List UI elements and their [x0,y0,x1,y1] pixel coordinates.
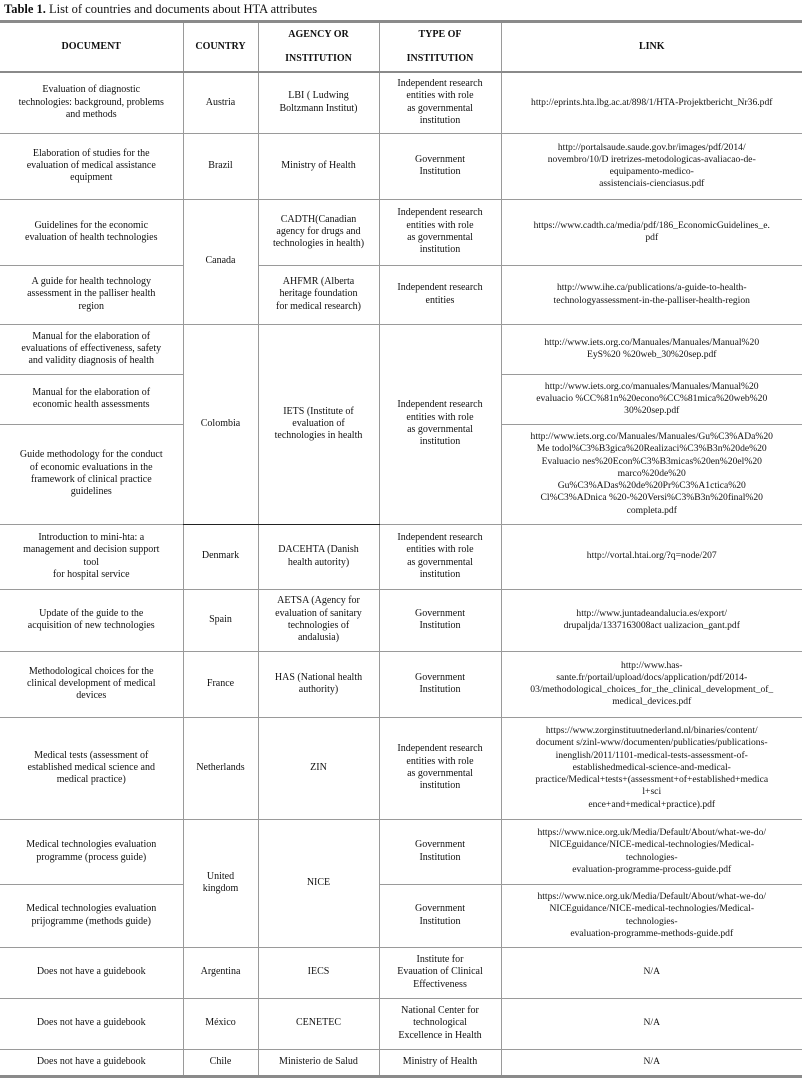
document-cell: Elaboration of studies for the evaluation of medical assistance equipment [0,133,183,199]
document-link: N/A [501,1049,802,1076]
country-cell: Austria [183,72,258,133]
agency-cell: AETSA (Agency for evaluation of sanitary technologies of andalusia) [258,589,379,651]
document-cell: Guide methodology for the conduct of economic evaluations in the framework of clinical practice guidelines [0,424,183,524]
header-agency: AGENCY OR INSTITUTION [258,22,379,73]
country-cell: México [183,998,258,1049]
type-cell: National Center for technological Excellence in Health [379,998,501,1049]
table-header-row [0,22,802,73]
type-cell: Independent research entities with role as governmental institution [379,72,501,133]
country-cell: Brazil [183,133,258,199]
agency-cell: HAS (National health authority) [258,651,379,717]
type-cell: Government Institution [379,884,501,947]
header-type: TYPE OF INSTITUTION [379,22,501,73]
table-row [0,324,802,374]
document-link[interactable]: http://www.iets.org.co/manuales/Manuales/Manual%20 evaluacio %CC%81n%20econo%CC%81mica%20web%20 30%20sep.pdf [501,374,802,424]
type-cell: Independent research entities with role as governmental institution [379,717,501,819]
document-cell: Guidelines for the economic evaluation of health technologies [0,199,183,265]
table-row [0,819,802,884]
document-cell: Manual for the elaboration of economic health assessments [0,374,183,424]
agency-cell: LBI ( Ludwing Boltzmann Institut) [258,72,379,133]
agency-cell: NICE [258,819,379,947]
type-cell: Government Institution [379,819,501,884]
table-row [0,717,802,819]
document-cell: Does not have a guidebook [0,947,183,998]
agency-cell: CADTH(Canadian agency for drugs and technologies in health) [258,199,379,265]
country-cell: Argentina [183,947,258,998]
document-link[interactable]: http://www.has- sante.fr/portail/upload/docs/application/pdf/2014- 03/methodological_choices_for_the_clinical_development_of_ medical_devices.pdf [501,651,802,717]
document-link[interactable]: http://www.ihe.ca/publications/a-guide-to-health- technologyassessment-in-the-palliser-health-region [501,265,802,324]
type-cell: Government Institution [379,651,501,717]
document-cell: Does not have a guidebook [0,1049,183,1076]
table-row [0,72,802,133]
document-cell: Methodological choices for the clinical development of medical devices [0,651,183,717]
caption-label: Table 1. [4,2,46,16]
document-cell: Medical tests (assessment of established medical science and medical practice) [0,717,183,819]
agency-cell: IETS (Institute of evaluation of technologies in health [258,324,379,524]
country-cell: Spain [183,589,258,651]
table-row [0,199,802,265]
document-cell: A guide for health technology assessment in the palliser health region [0,265,183,324]
document-link[interactable]: https://www.nice.org.uk/Media/Default/About/what-we-do/ NICEguidance/NICE-medical-technologies/Medical- technologies- evaluation-programme-process-guide.pdf [501,819,802,884]
agency-cell: AHFMR (Alberta heritage foundation for medical research) [258,265,379,324]
type-cell: Government Institution [379,133,501,199]
document-cell: Introduction to mini-hta: a management and decision support tool for hospital service [0,524,183,589]
document-link[interactable]: https://www.zorginstituutnederland.nl/binaries/content/ document s/zinl-www/documenten/publicaties/publications- inenglish/2011/1101-medical-tests-assessment-of- establishedmedical-science-and-medical- practice/Medical+tests+(assessment+of+established+medica l+sci ence+and+medical+practice).pdf [501,717,802,819]
document-link: N/A [501,998,802,1049]
table-row [0,651,802,717]
agency-cell: DACEHTA (Danish health autority) [258,524,379,589]
hta-documents-table [0,20,802,1078]
table-row [0,133,802,199]
table-row [0,589,802,651]
agency-cell: Ministerio de Salud [258,1049,379,1076]
type-cell: Independent research entities with role as governmental institution [379,324,501,524]
type-cell: Independent research entities [379,265,501,324]
country-cell: Denmark [183,524,258,589]
agency-cell: ZIN [258,717,379,819]
document-link[interactable]: http://portalsaude.saude.gov.br/images/pdf/2014/ novembro/10/D iretrizes-metodologicas-avaliacao-de- equipamento-medico- assistenciais-cienciasus.pdf [501,133,802,199]
country-cell: France [183,651,258,717]
document-link[interactable]: http://www.juntadeandalucia.es/export/ drupaljda/1337163008act ualizacion_gant.pdf [501,589,802,651]
country-cell: Canada [183,199,258,324]
document-link[interactable]: http://vortal.htai.org/?q=node/207 [501,524,802,589]
document-cell: Medical technologies evaluation programme (process guide) [0,819,183,884]
table-row [0,524,802,589]
document-link[interactable]: http://www.iets.org.co/Manuales/Manuales/Gu%C3%ADa%20 Me todol%C3%B3gica%20Realizaci%C3%B3n%20de%20 Evaluacio nes%20Econ%C3%B3micas%20en%20el%20 marco%20de%20 Gu%C3%ADas%20de%20Pr%C3%A1ctica%20 Cl%C3%ADnica %20-%20Versi%C3%B3n%20final%20 completa.pdf [501,424,802,524]
document-link: N/A [501,947,802,998]
country-cell: United kingdom [183,819,258,947]
document-cell: Evaluation of diagnostic technologies: background, problems and methods [0,72,183,133]
type-cell: Independent research entities with role as governmental institution [379,524,501,589]
document-link[interactable]: http://www.iets.org.co/Manuales/Manuales/Manual%20 EyS%20 %20web_30%20sep.pdf [501,324,802,374]
table-row [0,1049,802,1076]
header-link: LINK [501,22,802,73]
table-row [0,265,802,324]
caption-text: List of countries and documents about HTA attributes [45,2,318,16]
type-cell: Ministry of Health [379,1049,501,1076]
document-link[interactable]: https://www.nice.org.uk/Media/Default/About/what-we-do/ NICEguidance/NICE-medical-technologies/Medical- technologies- evaluation-programme-methods-guide.pdf [501,884,802,947]
agency-cell: CENETEC [258,998,379,1049]
document-link[interactable]: https://www.cadth.ca/media/pdf/186_EconomicGuidelines_e. pdf [501,199,802,265]
table-row [0,884,802,947]
agency-cell: Ministry of Health [258,133,379,199]
header-country: COUNTRY [183,22,258,73]
table-row [0,947,802,998]
type-cell: Independent research entities with role as governmental institution [379,199,501,265]
country-cell: Colombia [183,324,258,524]
type-cell: Institute for Evauation of Clinical Effectiveness [379,947,501,998]
document-cell: Update of the guide to the acquisition of new technologies [0,589,183,651]
country-cell: Netherlands [183,717,258,819]
document-link[interactable]: http://eprints.hta.lbg.ac.at/898/1/HTA-Projektbericht_Nr36.pdf [501,72,802,133]
agency-cell: IECS [258,947,379,998]
table-caption [4,2,317,16]
document-cell: Manual for the elaboration of evaluations of effectiveness, safety and validity diagnosis of health [0,324,183,374]
type-cell: Government Institution [379,589,501,651]
document-cell: Does not have a guidebook [0,998,183,1049]
table-row [0,998,802,1049]
document-cell: Medical technologies evaluation prijogramme (methods guide) [0,884,183,947]
header-document: DOCUMENT [0,22,183,73]
country-cell: Chile [183,1049,258,1076]
